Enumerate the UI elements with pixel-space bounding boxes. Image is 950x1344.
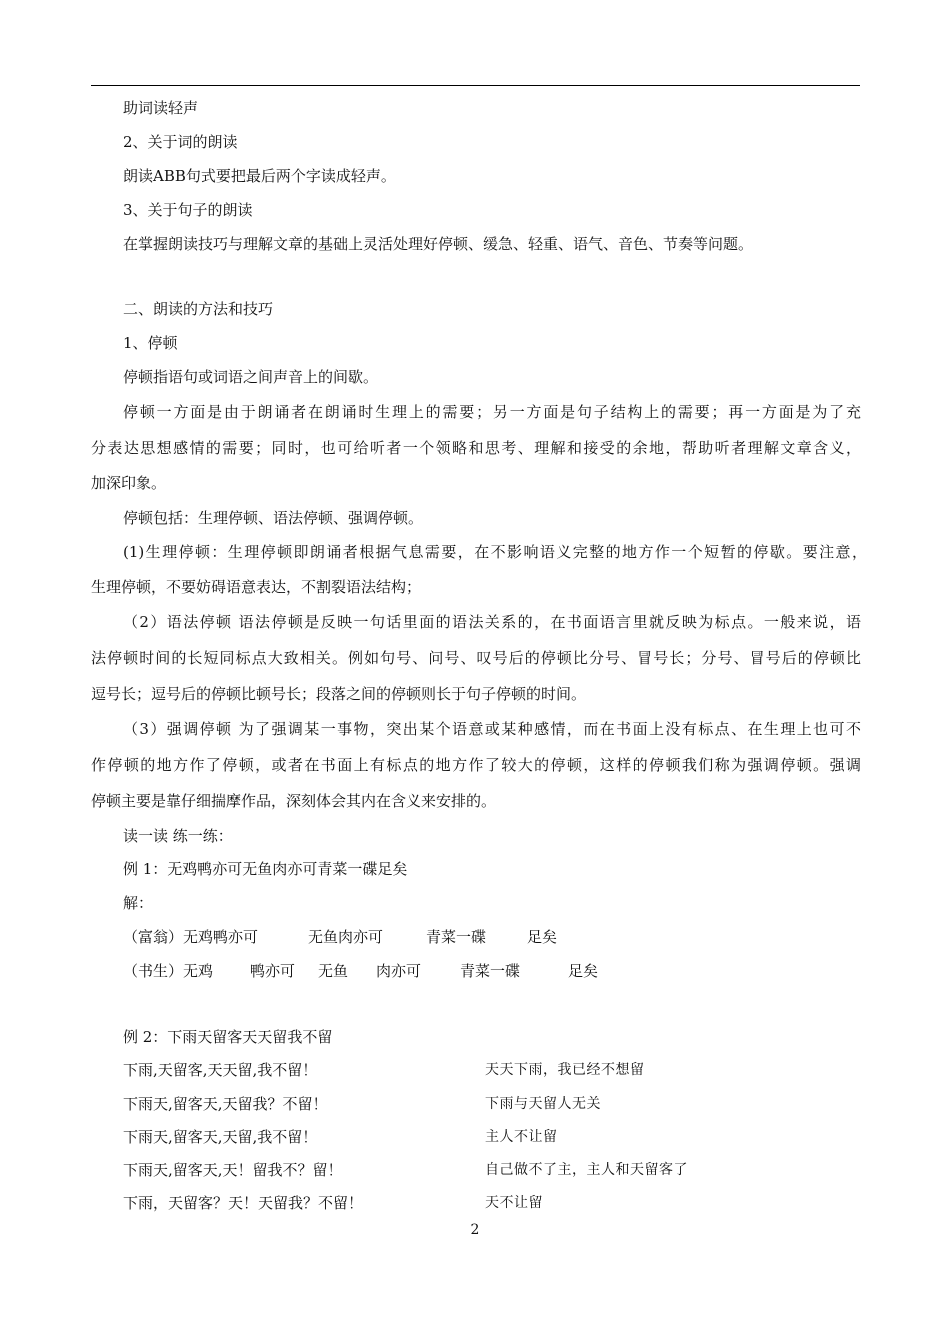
phrase: 肉亦可 — [376, 962, 422, 980]
section-heading: 2、关于词的朗读 — [123, 133, 238, 151]
reading-meaning: 自己做不了主，主人和天留客了 — [485, 1162, 688, 1178]
page-number: 2 — [470, 1222, 480, 1238]
paragraph-line: 停顿主要是靠仔细揣摩作品，深刻体会其内在含义来安排的。 — [91, 792, 497, 810]
text-line: 停顿指语句或词语之间声音上的间歇。 — [123, 368, 379, 386]
reading-option: 下雨天,留客天,天！留我不？留！ — [123, 1161, 343, 1179]
paragraph-line: 生理停顿，不要妨碍语意表达，不割裂语法结构； — [91, 578, 422, 596]
reading-meaning: 天不让留 — [485, 1195, 543, 1211]
header-rule — [91, 85, 860, 86]
paragraph-line: 作停顿的地方作了停顿，或者在书面上有标点的地方作了较大的停顿，这样的停顿我们称为强调停顿。强调 — [91, 756, 861, 774]
phrase: 青菜一碟 — [426, 928, 487, 946]
text-line: 停顿包括：生理停顿、语法停顿、强调停顿。 — [123, 509, 424, 527]
reading-meaning: 天天下雨，我已经不想留 — [485, 1062, 645, 1078]
paragraph-line: （3）强调停顿 为了强调某一事物，突出某个语意或某种感情，而在书面上没有标点、在生理上也可不 — [123, 720, 861, 738]
text-line: 朗读ABB句式要把最后两个字读成轻声。 — [123, 167, 396, 185]
reading-meaning: 下雨与天留人无关 — [485, 1096, 601, 1112]
paragraph-line: 加深印象。 — [91, 474, 167, 492]
paragraph-line: （2）语法停顿 语法停顿是反映一句话里面的语法关系的，在书面语言里就反映为标点。一般来说，语 — [123, 613, 861, 631]
paragraph-line: 逗号长；逗号后的停顿比顿号长；段落之间的停顿则长于句子停顿的时间。 — [91, 685, 587, 703]
text-line: 解： — [123, 894, 154, 912]
phrase: 无鱼肉亦可 — [308, 928, 384, 946]
text-line: 在掌握朗读技巧与理解文章的基础上灵活处理好停顿、缓急、轻重、语气、音色、节奏等问题。 — [123, 235, 754, 253]
paragraph-line: (1)生理停顿：生理停顿即朗诵者根据气息需要，在不影响语义完整的地方作一个短暂的停歇。要注意， — [123, 543, 867, 561]
phrase: （富翁）无鸡鸭亦可 — [123, 928, 259, 946]
reading-option: 下雨，天留客？天！天留我？不留！ — [123, 1194, 364, 1212]
paragraph-line: 分表达思想感情的需要；同时，也可给听者一个领略和思考、理解和接受的余地，帮助听者理解文章含义， — [91, 439, 861, 457]
phrase: 鸭亦可 — [250, 962, 296, 980]
text-line: 读一读 练一练： — [123, 827, 233, 845]
reading-option: 下雨天,留客天,天留,我不留！ — [123, 1128, 318, 1146]
section-heading: 3、关于句子的朗读 — [123, 201, 253, 219]
phrase: 足矣 — [527, 928, 558, 946]
text-line: 助词读轻声 — [123, 99, 199, 117]
reading-meaning: 主人不让留 — [485, 1129, 558, 1145]
section-heading: 二、朗读的方法和技巧 — [123, 300, 274, 318]
reading-option: 下雨,天留客,天天留,我不留！ — [123, 1061, 318, 1079]
example-heading: 例 1：无鸡鸭亦可无鱼肉亦可青菜一碟足矣 — [123, 860, 408, 878]
reading-option: 下雨天,留客天,天留我？不留！ — [123, 1095, 328, 1113]
phrase: 无鱼 — [318, 962, 349, 980]
paragraph-line: 法停顿时间的长短同标点大致相关。例如句号、问号、叹号后的停顿比分号、冒号长；分号、冒号后的停顿比 — [91, 649, 861, 667]
phrase: 足矣 — [568, 962, 599, 980]
phrase: （书生）无鸡 — [123, 962, 214, 980]
paragraph-line: 停顿一方面是由于朗诵者在朗诵时生理上的需要；另一方面是句子结构上的需要；再一方面是为了充 — [123, 403, 861, 421]
phrase: 青菜一碟 — [460, 962, 521, 980]
section-heading: 1、停顿 — [123, 334, 178, 352]
example-heading: 例 2：下雨天留客天天留我不留 — [123, 1028, 333, 1046]
